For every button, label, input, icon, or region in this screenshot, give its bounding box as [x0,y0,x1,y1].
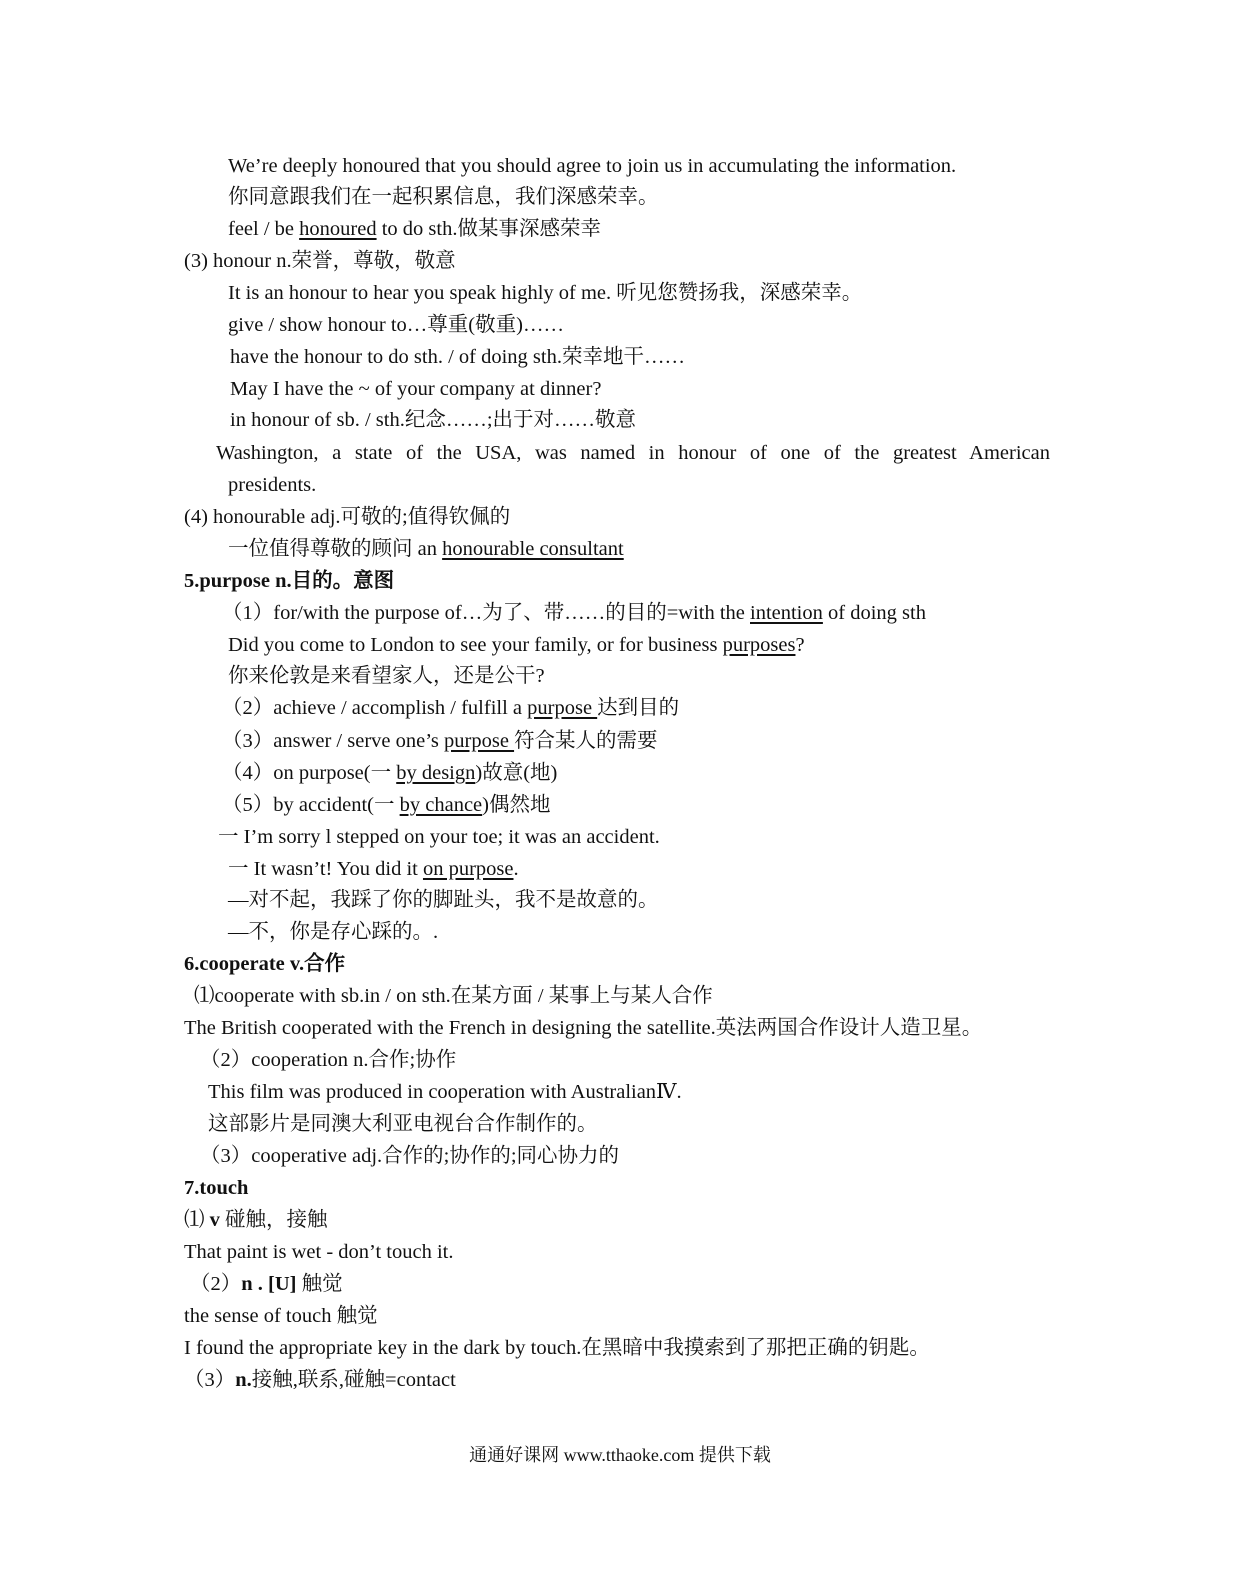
example-sentence: Washington, a state of the USA, was named in honour of one of the greatest American [216,442,1050,464]
phrase: （4）on purpose(一 by design)故意(地) [222,762,558,784]
section-heading: 6.cooperate v.合作 [184,953,346,975]
example-sentence: This film was produced in cooperation with AustralianⅣ. [208,1081,682,1103]
example-sentence: That paint is wet - don’t touch it. [184,1241,454,1263]
example-sentence-continued: presidents. [228,474,317,496]
subheading: ⑴ v 碰触，接触 [184,1209,328,1231]
phrase: 一位值得尊敬的顾问 an honourable consultant [228,538,624,560]
subheading: （2）n . [U] 触觉 [190,1273,343,1295]
translation: 你来伦敦是来看望家人，还是公干? [228,665,545,687]
page-footer: 通通好课网 www.tthaoke.com 提供下载 [469,1445,771,1465]
phrase: give / show honour to…尊重(敬重)…… [228,314,564,336]
example-sentence: Did you come to London to see your family, or for business purposes? [228,634,805,656]
phrase: （5）by accident(一 by chance)偶然地 [222,794,551,816]
translation: 你同意跟我们在一起积累信息，我们深感荣幸。 [228,186,659,208]
example-sentence: The British cooperated with the French in designing the satellite.英法两国合作设计人造卫星。 [184,1017,983,1039]
example-sentence: We’re deeply honoured that you should agree to join us in accumulating the information. [228,155,957,177]
translation: —不，你是存心踩的。. [228,921,439,943]
section-heading: 7.touch [184,1177,249,1199]
subheading: (4) honourable adj.可敬的;值得钦佩的 [184,506,511,528]
phrase: feel / be honoured to do sth.做某事深感荣幸 [228,218,601,240]
example-sentence: I found the appropriate key in the dark by touch.在黑暗中我摸索到了那把正确的钥匙。 [184,1337,930,1359]
translation: 这部影片是同澳大利亚电视台合作制作的。 [208,1113,598,1135]
phrase: in honour of sb. / sth.纪念……;出于对……敬意 [230,409,637,431]
example-sentence: It is an honour to hear you speak highly of me. 听见您赞扬我，深感荣幸。 [228,282,863,304]
section-heading: 5.purpose n.目的。意图 [184,570,395,592]
subheading: (3) honour n.荣誉，尊敬，敬意 [184,250,456,272]
phrase: have the honour to do sth. / of doing sth.荣幸地干…… [230,346,685,368]
subheading: （3）n.接触,联系,碰触=contact [184,1369,456,1391]
dialogue-line: 一 It wasn’t! You did it on purpose. [228,858,519,880]
subheading: （3）cooperative adj.合作的;协作的;同心协力的 [200,1145,620,1167]
phrase: （3）answer / serve one’s purpose 符合某人的需要 [222,730,658,752]
phrase: （1）for/with the purpose of…为了、带……的目的=with the intention of doing sth [222,602,926,624]
translation: —对不起，我踩了你的脚趾头，我不是故意的。 [228,889,659,911]
subheading: （2）cooperation n.合作;协作 [200,1049,457,1071]
example-sentence: May I have the ~ of your company at dinner? [230,378,602,400]
phrase: ⑴cooperate with sb.in / on sth.在某方面 / 某事上与某人合作 [194,985,713,1007]
dialogue-line: 一 I’m sorry l stepped on your toe; it was an accident. [218,826,660,848]
phrase: （2）achieve / accomplish / fulfill a purpose 达到目的 [222,697,680,719]
phrase: the sense of touch 触觉 [184,1305,378,1327]
